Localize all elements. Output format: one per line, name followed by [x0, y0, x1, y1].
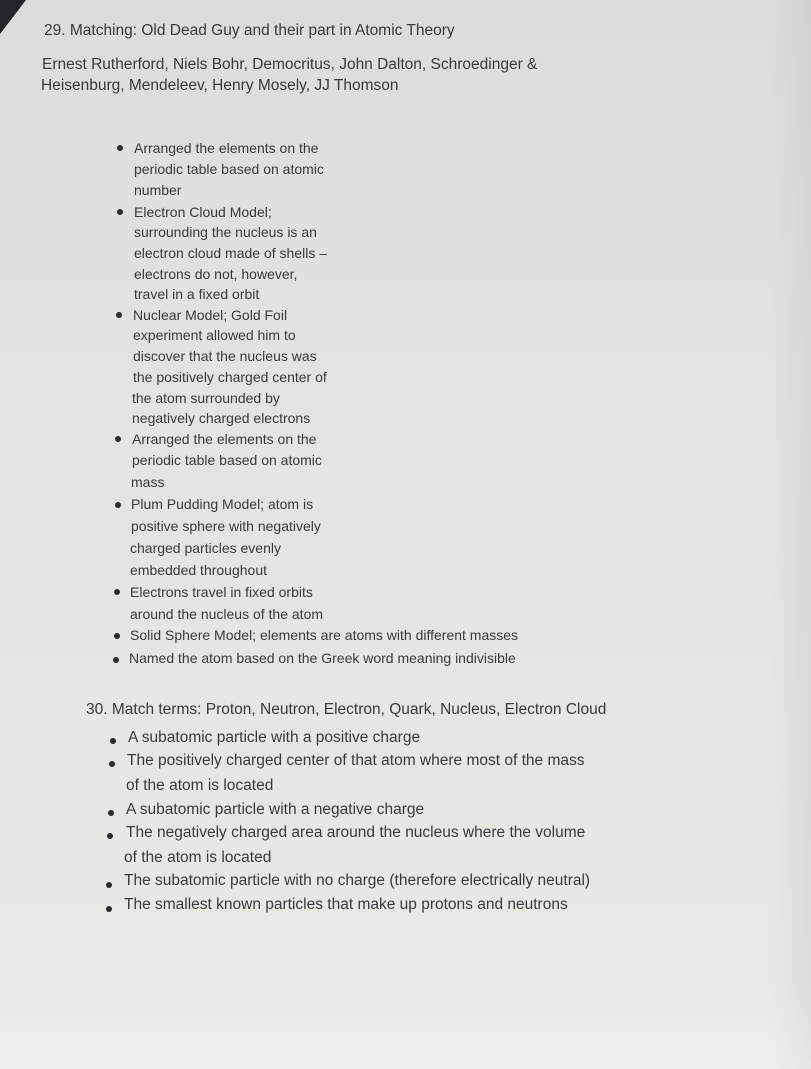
q29-item-1-line: number	[134, 182, 182, 198]
q29-item-6-line: around the nucleus of the atom	[130, 606, 324, 622]
q30-item-3-bullet	[108, 810, 114, 816]
q30-item-6-bullet	[106, 906, 112, 912]
q29-item-4-line: mass	[131, 474, 165, 490]
q30-item-2-bullet	[109, 761, 115, 767]
q29-item-5-line: embedded throughout	[130, 562, 267, 578]
q29-item-3-line: negatively charged electrons	[132, 410, 311, 426]
q29-item-5-line: Plum Pudding Model; atom is	[131, 496, 314, 512]
q29-item-2-line: electron cloud made of shells –	[134, 245, 327, 261]
q29-item-1-line: periodic table based on atomic	[134, 161, 324, 177]
q30-title: 30. Match terms: Proton, Neutron, Electron, Quark, Nucleus, Electron Cloud	[86, 701, 607, 718]
q29-item-1-line: Arranged the elements on the	[134, 140, 319, 156]
q29-item-2-bullet	[117, 209, 123, 215]
q29-item-5-line: charged particles evenly	[130, 540, 281, 556]
q29-title: 29. Matching: Old Dead Guy and their part in Atomic Theory	[44, 22, 455, 39]
q29-item-2-line: Electron Cloud Model;	[134, 204, 272, 220]
q29-item-3-bullet	[116, 312, 122, 318]
q30-item-1-line: A subatomic particle with a positive charge	[128, 729, 421, 746]
q29-item-4-line: periodic table based on atomic	[132, 452, 322, 468]
q30-item-4-line: of the atom is located	[124, 849, 272, 866]
q29-item-1-bullet	[117, 145, 123, 151]
q29-item-6-line: Electrons travel in fixed orbits	[130, 584, 313, 600]
q30-item-5-line: The subatomic particle with no charge (therefore electrically neutral)	[124, 872, 591, 889]
q30-item-4-line: The negatively charged area around the nucleus where the volume	[126, 824, 586, 841]
q29-item-8-line: Named the atom based on the Greek word meaning indivisible	[129, 650, 516, 666]
q29-item-6-bullet	[114, 589, 120, 595]
q29-names-line-1: Ernest Rutherford, Niels Bohr, Democritus, John Dalton, Schroedinger &	[42, 56, 538, 73]
q29-item-5-line: positive sphere with negatively	[131, 518, 321, 534]
q29-item-3-line: the positively charged center of	[133, 369, 327, 385]
q30-item-6-line: The smallest known particles that make up protons and neutrons	[124, 896, 568, 913]
q29-item-3-line: the atom surrounded by	[132, 390, 280, 406]
q30-item-5-bullet	[106, 882, 112, 888]
q29-item-4-bullet	[115, 436, 121, 442]
q29-item-8-bullet	[113, 657, 119, 663]
q29-item-7-line: Solid Sphere Model; elements are atoms with different masses	[130, 627, 519, 643]
q30-item-2-line: of the atom is located	[126, 777, 274, 794]
q29-item-2-line: electrons do not, however,	[134, 266, 298, 282]
q29-item-2-line: surrounding the nucleus is an	[134, 224, 317, 240]
q30-item-2-line: The positively charged center of that atom where most of the mass	[127, 752, 585, 769]
q29-item-5-bullet	[115, 502, 121, 508]
q29-item-3-line: experiment allowed him to	[133, 327, 296, 343]
q29-item-7-bullet	[114, 633, 120, 639]
q29-item-4-line: Arranged the elements on the	[132, 431, 317, 447]
q30-item-4-bullet	[107, 833, 113, 839]
q29-item-3-line: discover that the nucleus was	[133, 348, 317, 364]
q29-item-3-line: Nuclear Model; Gold Foil	[133, 307, 288, 323]
q29-item-2-line: travel in a fixed orbit	[134, 286, 260, 302]
q30-item-1-bullet	[110, 738, 116, 744]
q29-names-line-2: Heisenburg, Mendeleev, Henry Mosely, JJ Thomson	[41, 77, 399, 94]
q30-item-3-line: A subatomic particle with a negative charge	[126, 801, 425, 818]
